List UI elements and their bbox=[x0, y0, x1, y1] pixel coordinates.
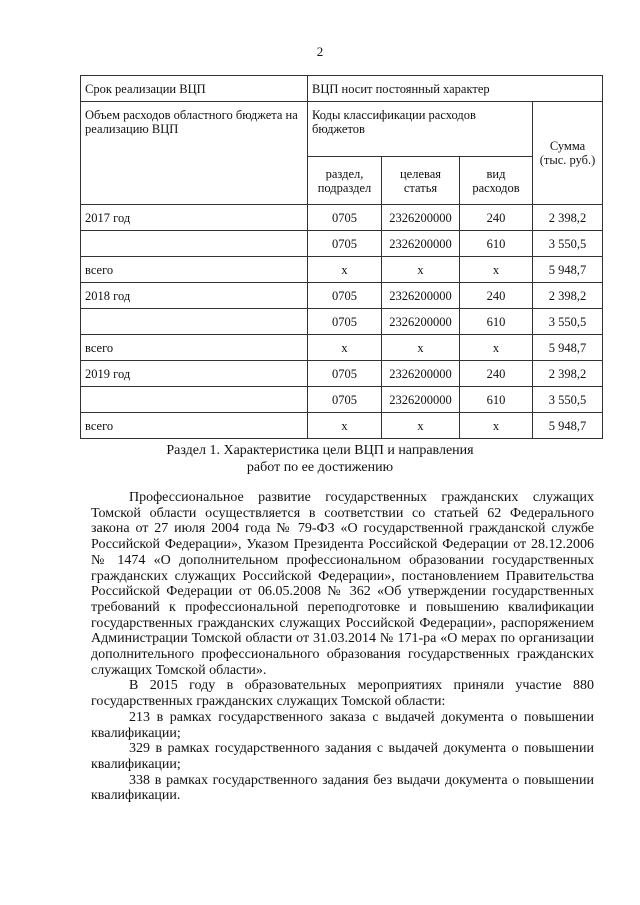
row-label: 2019 год bbox=[81, 361, 308, 387]
row-type: х bbox=[460, 257, 533, 283]
row-label: 2017 год bbox=[81, 205, 308, 231]
budget-table bbox=[80, 75, 603, 439]
row-section: х bbox=[308, 335, 382, 361]
row-label bbox=[81, 231, 308, 257]
table-row bbox=[81, 361, 603, 387]
section-title-line2: работ по ее достижению bbox=[246, 460, 394, 475]
row-label: всего bbox=[81, 335, 308, 361]
row-target: х bbox=[382, 335, 460, 361]
col-target-header: целевая статья bbox=[382, 157, 460, 205]
row-section: 0705 bbox=[308, 205, 382, 231]
row-label bbox=[81, 309, 308, 335]
row-sum: 5 948,7 bbox=[533, 413, 603, 439]
paragraph: В 2015 году в образовательных мероприятиях приняли участие 880 государственных гражданских служащих Томской области: bbox=[91, 678, 594, 710]
col-type-header: вид расходов bbox=[460, 157, 533, 205]
row-type: 240 bbox=[460, 205, 533, 231]
body-text bbox=[91, 490, 594, 804]
row-type: х bbox=[460, 413, 533, 439]
row-sum: 2 398,2 bbox=[533, 361, 603, 387]
table-row bbox=[81, 283, 603, 309]
row-target: 2326200000 bbox=[382, 387, 460, 413]
row-sum: 2 398,2 bbox=[533, 283, 603, 309]
table-row bbox=[81, 309, 603, 335]
row-label: всего bbox=[81, 257, 308, 283]
row-sum: 2 398,2 bbox=[533, 205, 603, 231]
row-target: 2326200000 bbox=[382, 231, 460, 257]
row-type: 610 bbox=[460, 309, 533, 335]
row-type: 240 bbox=[460, 361, 533, 387]
table-row bbox=[81, 257, 603, 283]
row-target: 2326200000 bbox=[382, 205, 460, 231]
row-target: 2326200000 bbox=[382, 283, 460, 309]
table-row bbox=[81, 413, 603, 439]
paragraph: Профессиональное развитие государственных гражданских служащих Томской области осуществляется в соответствии со статьей 62 Федерального закона от 27 июля 2004 года № 79-ФЗ «О государственной гражданской службе Российской Федерации», Указом Президента Российской Федерации от 28.12.2006 № 1474 «О дополнительном профессиональном образовании государственных гражданских служащих Российской Федерации», постановлением Правительства Российской Федерации от 06.05.2008 № 362 «Об утверждении государственных требований к профессиональной переподготовке и повышению квалификации государственных гражданских служащих Российской Федерации», распоряжением Администрации Томской области от 31.03.2014 № 171-ра «О мерах по организации дополнительного профессионального образования государственных гражданских служащих Томской области». bbox=[91, 490, 594, 678]
row-section: 0705 bbox=[308, 387, 382, 413]
term-label: Срок реализации ВЦП bbox=[81, 76, 308, 102]
row-sum: 5 948,7 bbox=[533, 257, 603, 283]
row-type: 610 bbox=[460, 387, 533, 413]
row-label bbox=[81, 387, 308, 413]
sum-label: Сумма (тыс. руб.) bbox=[533, 102, 603, 205]
row-target: х bbox=[382, 413, 460, 439]
row-label: 2018 год bbox=[81, 283, 308, 309]
row-section: 0705 bbox=[308, 361, 382, 387]
row-sum: 5 948,7 bbox=[533, 335, 603, 361]
paragraph: 338 в рамках государственного задания без выдачи документа о повышении квалификации. bbox=[91, 772, 594, 804]
table-row bbox=[81, 387, 603, 413]
row-section: 0705 bbox=[308, 231, 382, 257]
col-section-header: раздел, подраздел bbox=[308, 157, 382, 205]
row-target: 2326200000 bbox=[382, 309, 460, 335]
budget-label: Объем расходов областного бюджета на реализацию ВЦП bbox=[81, 102, 308, 205]
row-type: х bbox=[460, 335, 533, 361]
row-type: 240 bbox=[460, 283, 533, 309]
row-type: 610 bbox=[460, 231, 533, 257]
section-title bbox=[0, 442, 640, 476]
row-section: х bbox=[308, 257, 382, 283]
row-section: 0705 bbox=[308, 283, 382, 309]
codes-label: Коды классификации расходов бюджетов bbox=[308, 102, 533, 157]
table-row bbox=[81, 205, 603, 231]
section-title-line1: Раздел 1. Характеристика цели ВЦП и направления bbox=[166, 443, 474, 458]
term-value: ВЦП носит постоянный характер bbox=[308, 76, 603, 102]
paragraph: 213 в рамках государственного заказа с выдачей документа о повышении квалификации; bbox=[91, 709, 594, 741]
row-sum: 3 550,5 bbox=[533, 309, 603, 335]
table-row bbox=[81, 231, 603, 257]
row-sum: 3 550,5 bbox=[533, 231, 603, 257]
row-label: всего bbox=[81, 413, 308, 439]
page-number: 2 bbox=[316, 44, 324, 59]
row-section: 0705 bbox=[308, 309, 382, 335]
row-target: х bbox=[382, 257, 460, 283]
row-target: 2326200000 bbox=[382, 361, 460, 387]
row-section: х bbox=[308, 413, 382, 439]
row-sum: 3 550,5 bbox=[533, 387, 603, 413]
table-row bbox=[81, 335, 603, 361]
paragraph: 329 в рамках государственного задания с выдачей документа о повышении квалификации; bbox=[91, 741, 594, 772]
